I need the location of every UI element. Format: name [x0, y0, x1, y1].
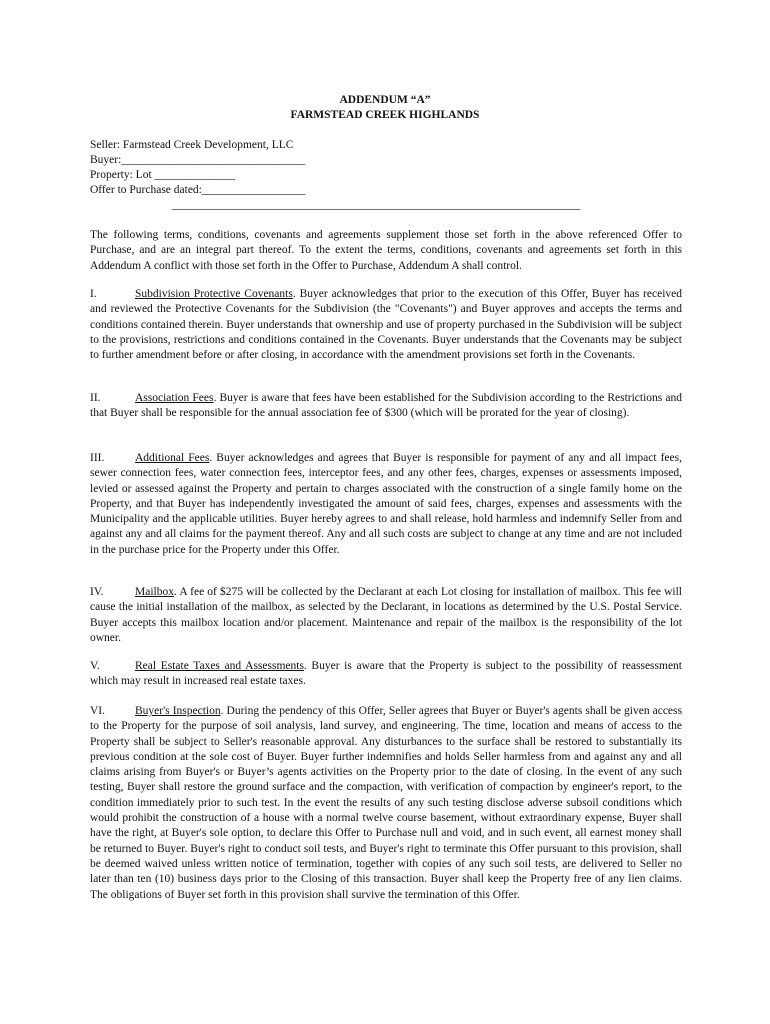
- section-number: II.: [90, 392, 101, 404]
- section-buyers-inspection: [90, 704, 682, 903]
- offer-date-line: Offer to Purchase dated:__________________: [90, 184, 306, 196]
- section-body: . Buyer is aware that fees have been established for the Subdivision according to the Restrictions and that Buyer shall be responsible for the annual association fee of $300 (which will be prorated for the year of closing).: [90, 392, 682, 420]
- section-additional-fees: [90, 451, 682, 558]
- section-heading: Association Fees: [135, 392, 214, 404]
- section-mailbox: [90, 585, 682, 646]
- property-line: Property: Lot ______________: [90, 169, 236, 181]
- section-real-estate-taxes: [90, 659, 682, 690]
- section-heading: Subdivision Protective Covenants: [135, 288, 293, 300]
- section-body: . Buyer acknowledges that prior to the execution of this Offer, Buyer has received and reviewed the Protective Covenants for the Subdivision (the "Covenants") and Buyer approves and accepts the terms and conditions contained therein. Buyer understands that ownership and use of property purchased in the Subdivision will be subject to the provisions, restrictions and conditions contained in the Covenants. Buyer understands that the Covenants may be subject to further amendment before or after closing, in accordance with the amendment provisions set forth in the Covenants.: [90, 288, 683, 362]
- section-covenants: [90, 287, 682, 363]
- seller-line: Seller: Farmstead Creek Development, LLC: [90, 139, 294, 151]
- intro-paragraph: The following terms, conditions, covenants and agreements supplement those set forth in the above referenced Offer to Purchase, and are an integral part thereof. To the extent the terms, conditions, covenants and agreements set forth in this Addendum A conflict with those set forth in the Offer to Purchase, Addendum A shall control.: [90, 229, 682, 272]
- section-number: VI.: [90, 705, 106, 717]
- section-heading: Buyer's Inspection: [135, 705, 221, 717]
- section-number: V.: [90, 660, 100, 672]
- buyer-line: Buyer:________________________________: [90, 154, 306, 166]
- section-body: . Buyer is aware that the Property is subject to the possibility of reassessment which may result in increased real estate taxes.: [90, 660, 682, 688]
- document-subtitle: FARMSTEAD CREEK HIGHLANDS: [290, 109, 480, 121]
- section-number: III.: [90, 452, 105, 464]
- section-body: . During the pendency of this Offer, Seller agrees that Buyer or Buyer's agents shall be given access to the Property for the purpose of soil analysis, land survey, and engineering. The time, location and means of access to the Property shall be subject to Seller's reasonable approval. Any disturbances to the surface shall be restored to substantially its previous condition at the sole cost of Buyer. Buyer further indemnifies and holds Seller harmless from and against any and all claims arising from Buyer's or Buyer’s agents activities on the Property prior to the date of closing. In the event of any such testing, Buyer shall restore the ground surface and the compaction, with verification of compaction by engineer's report, to the condition immediately prior to such test. In the event the results of any such testing disclose adverse subsoil conditions which would prohibit the construction of a house with a normal twelve course basement, without extraordinary expense, Buyer shall have the right, at Buyer's sole option, to declare this Offer to Purchase null and void, and in such event, all earnest money shall be returned to Buyer. Buyer's right to conduct soil tests, and Buyer's right to terminate this Offer pursuant to this provision, shall be deemed waived unless written notice of termination, together with copies of any such soil tests, are delivered to Seller no later than ten (10) business days prior to the Closing of this transaction. Buyer shall keep the Property free of any lien claims. The obligations of Buyer set forth in this provision shall survive the termination of this Offer.: [90, 705, 682, 901]
- section-heading: Real Estate Taxes and Assessments: [135, 660, 304, 672]
- section-body: . A fee of $275 will be collected by the Declarant at each Lot closing for installation of mailbox. This fee will cause the initial installation of the mailbox, as selected by the Declarant, in locations as determined by the U.S. Postal Service. Buyer accepts this mailbox location and/or placement. Maintenance and repair of the mailbox is the responsibility of the lot owner.: [90, 586, 682, 644]
- section-heading: Mailbox: [135, 586, 174, 598]
- separator-rule: _______________________________________________________________________: [172, 199, 581, 211]
- section-heading: Additional Fees: [135, 452, 210, 464]
- document-title: ADDENDUM “A”: [339, 94, 431, 106]
- section-association-fees: [90, 391, 682, 422]
- section-body: . Buyer acknowledges and agrees that Buyer is responsible for payment of any and all impact fees, sewer connection fees, water connection fees, interceptor fees, and any other fees, charges, expenses or assessments imposed, levied or assessed against the Property and pertain to charges associated with the construction of a single family home on the Property, and that Buyer has independently investigated the amount of said fees, charges, expenses and assessments with the Municipality and the applicable utilities. Buyer hereby agrees to and shall release, hold harmless and indemnify Seller from and against any and all claims for the payment thereof. Any and all such costs are subject to change at any time and are not included in the purchase price for the Property under this Offer.: [90, 452, 682, 556]
- section-number: I.: [90, 288, 97, 300]
- section-number: IV.: [90, 586, 104, 598]
